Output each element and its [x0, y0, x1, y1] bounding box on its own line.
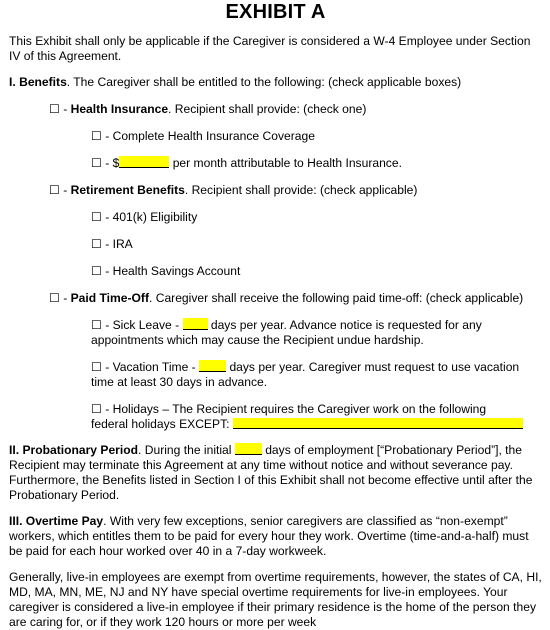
sick-leave-days-field[interactable] — [183, 318, 208, 330]
retirement-option-401k — [9, 210, 542, 225]
holidays-prefix: federal holidays EXCEPT: — [91, 417, 233, 431]
pto-item: ☐ - Paid Time-Off. Caregiver shall receive the following paid time-off: (check applicable) — [49, 291, 524, 305]
pto-label: Paid Time-Off — [70, 291, 149, 305]
monthly-amount-field[interactable] — [119, 156, 169, 168]
checkbox-monthly-amount[interactable]: ☐ — [91, 156, 102, 170]
overtime-text: . With very few exceptions, senior caregivers are classified as “non-exempt” workers, which entitles them to be paid for every hour they work. Overtime (time-and-a-half) must be paid for each hour worked over 40 in a 7-day workweek. — [9, 514, 529, 558]
benefits-text: . The Caregiver shall be entitled to the following: (check applicable boxes) — [66, 75, 462, 89]
checkbox-health-insurance[interactable]: ☐ — [49, 102, 60, 116]
holidays-line1: - Holidays – The Recipient requires the Caregiver work on the following — [101, 402, 487, 416]
checkbox-vacation[interactable]: ☐ — [91, 360, 102, 374]
probation-days-field[interactable] — [235, 443, 262, 455]
checkbox-pto[interactable]: ☐ — [49, 291, 60, 305]
holidays-except-field[interactable] — [233, 418, 523, 429]
ira-label: - IRA — [101, 237, 133, 251]
checkbox-sick-leave[interactable]: ☐ — [91, 318, 102, 332]
overtime-live-in-paragraph: Generally, live-in employees are exempt from overtime requirements, however, the states of CA, HI, MD, MA, MN, ME, NJ and NY have special overtime requirements for live-in employees. Your caregiver is considered a live-in employee if their primary residence is the home of the person they are caring for, or if they work 120 hours or more per week — [9, 570, 542, 629]
health-insurance-item: ☐ - Health Insurance. Recipient shall provide: (check one) — [49, 102, 367, 116]
pto-text: . Caregiver shall receive the following paid time-off: (check applicable) — [149, 291, 524, 305]
vacation-line2: time at least 30 days in advance. — [91, 375, 268, 389]
sick-leave-line2: appointments which may cause the Recipient undue hardship. — [91, 333, 424, 347]
pto-option-sick — [9, 318, 542, 348]
benefits-heading: I. Benefits — [9, 75, 67, 89]
health-insurance-label: Health Insurance — [70, 102, 169, 116]
benefits-section — [9, 75, 542, 90]
probation-suffix: days of employment [“Probationary Period”], the Recipient may terminate this Agreement at any time without notice and without severance pay. Furthermore, the Benefits listed in Section I of this Exhibit shall not become effective until after the Probationary Period. — [9, 443, 533, 502]
retirement-label: Retirement Benefits — [70, 183, 185, 197]
checkbox-retirement[interactable]: ☐ — [49, 183, 60, 197]
checkbox-holidays[interactable]: ☐ — [91, 402, 102, 416]
complete-coverage-label: - Complete Health Insurance Coverage — [101, 129, 315, 143]
retirement-option-hsa — [9, 264, 542, 279]
checkbox-401k[interactable]: ☐ — [91, 210, 102, 224]
vacation-days-field[interactable] — [199, 360, 226, 372]
health-option-complete — [9, 129, 542, 144]
checkbox-hsa[interactable]: ☐ — [91, 264, 102, 278]
health-insurance-text: . Recipient shall provide: (check one) — [168, 102, 367, 116]
hsa-label: - Health Savings Account — [101, 264, 241, 278]
intro-paragraph: This Exhibit shall only be applicable if the Caregiver is considered a W-4 Employee under Section IV of this Agreement. — [9, 34, 531, 63]
401k-label: - 401(k) Eligibility — [101, 210, 198, 224]
health-option-amount — [9, 156, 542, 171]
retirement-text: . Recipient shall provide: (check applicable) — [184, 183, 418, 197]
checkbox-ira[interactable]: ☐ — [91, 237, 102, 251]
retirement-option-ira — [9, 237, 542, 252]
sick-leave-suffix: days per year. Advance notice is requested for any — [207, 318, 482, 332]
pto-option-holidays — [9, 402, 542, 432]
vacation-prefix: - Vacation Time - — [101, 360, 200, 374]
retirement-item: ☐ - Retirement Benefits. Recipient shall provide: (check applicable) — [49, 183, 418, 197]
probation-prefix: . During the initial — [138, 443, 235, 457]
sick-leave-prefix: - Sick Leave - — [101, 318, 183, 332]
probation-section — [9, 443, 542, 503]
overtime-section — [9, 514, 542, 559]
monthly-amount-suffix: per month attributable to Health Insurance. — [169, 156, 402, 170]
pto-option-vacation — [9, 360, 542, 390]
overtime-heading: III. Overtime Pay — [9, 514, 104, 528]
exhibit-title: EXHIBIT A — [225, 1, 326, 23]
vacation-suffix: days per year. Caregiver must request to use vacation — [226, 360, 520, 374]
checkbox-complete-coverage[interactable]: ☐ — [91, 129, 102, 143]
probation-heading: II. Probationary Period — [9, 443, 139, 457]
monthly-amount-prefix: - $ — [101, 156, 120, 170]
